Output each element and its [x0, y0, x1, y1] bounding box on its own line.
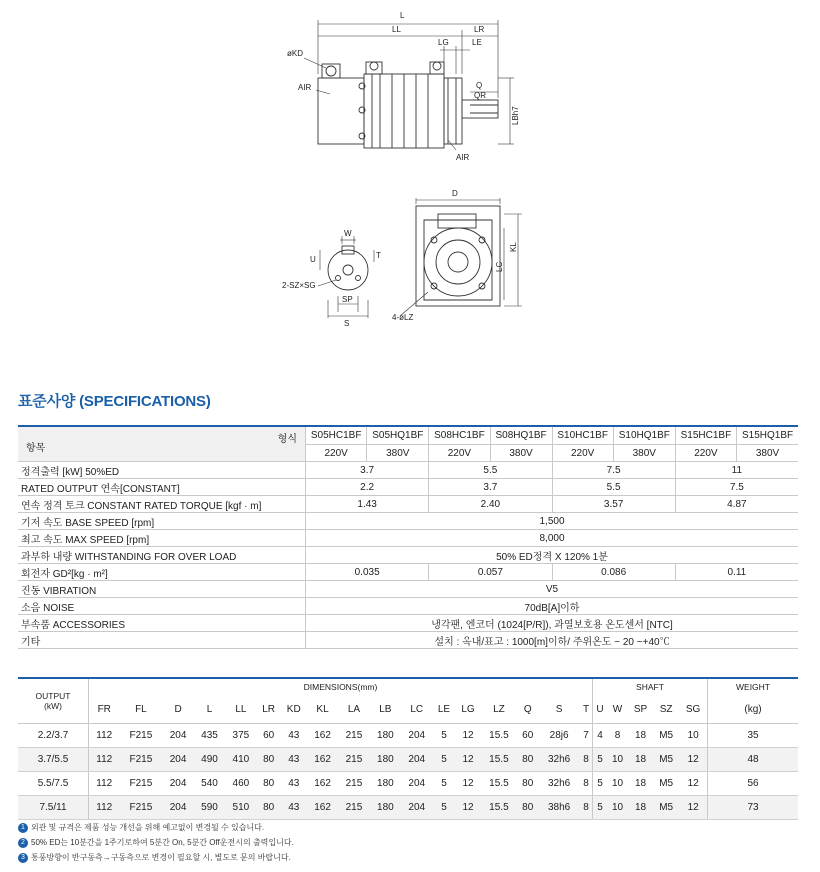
- spec-row: [18, 496, 798, 513]
- dim-value-cell: 204: [162, 748, 193, 772]
- spec-value: 설치 : 옥내/표고 : 1000[m]이하/ 주위온도 − 20 ~+40℃: [306, 632, 799, 649]
- dim-value-cell: 204: [162, 796, 193, 820]
- dim-value-cell: 5: [432, 748, 455, 772]
- spec-value: V5: [306, 581, 799, 598]
- voltage-cell: 220V: [675, 445, 736, 462]
- dim-col-header: KL: [307, 695, 338, 724]
- dim-label-KD: øKD: [287, 49, 303, 58]
- dimensions-table: [18, 677, 798, 820]
- spec-value: 5.5: [429, 462, 552, 479]
- dim-value-cell: 204: [401, 748, 432, 772]
- voltage-cell: 380V: [613, 445, 675, 462]
- voltage-cell: 220V: [306, 445, 367, 462]
- spec-row: [18, 462, 798, 479]
- motor-dimension-drawing: [0, 0, 820, 370]
- dim-label-LZ: 4-øLZ: [392, 313, 414, 322]
- dim-value-cell: 375: [225, 724, 256, 748]
- dim-value-cell: 112: [89, 772, 120, 796]
- shaft-value-cell: 12: [679, 748, 707, 772]
- spec-value: 4.87: [675, 496, 798, 513]
- shaft-col-header: W: [607, 695, 628, 724]
- footnote-text: 통풍방향이 반구동측→구동측으로 변경이 필요할 시, 별도로 문의 바랍니다.: [31, 853, 291, 862]
- spec-value: 50% ED정격 X 120% 1분: [306, 547, 799, 564]
- dim-col-header: LR: [257, 695, 281, 724]
- shaft-value-cell: 18: [628, 772, 653, 796]
- spec-row-label: 정격출력 [kW] 50%ED: [18, 462, 306, 479]
- dim-label-D: D: [452, 189, 458, 198]
- dim-value-cell: 5: [432, 724, 455, 748]
- dim-label-LR: LR: [474, 25, 485, 34]
- voltage-cell: 380V: [367, 445, 429, 462]
- dim-value-cell: 204: [401, 724, 432, 748]
- footnote: [18, 835, 294, 850]
- output-header-label: OUTPUT: [35, 691, 71, 701]
- dim-value-cell: 112: [89, 748, 120, 772]
- air-label-outlet: AIR: [456, 153, 470, 162]
- footnote-number: 3: [18, 853, 28, 863]
- dim-value-cell: 80: [517, 796, 538, 820]
- dim-value-cell: 8: [580, 748, 592, 772]
- spec-row: [18, 598, 798, 615]
- output-cell: 7.5/11: [18, 796, 89, 820]
- shaft-col-header: U: [592, 695, 607, 724]
- dim-label-S: S: [344, 319, 350, 328]
- dimensions-header: DIMENSIONS(mm): [89, 678, 593, 695]
- dim-label-KL: KL: [509, 242, 518, 252]
- shaft-col-header: SZ: [653, 695, 679, 724]
- shaft-value-cell: 18: [628, 724, 653, 748]
- spec-value: 0.035: [306, 564, 429, 581]
- dim-value-cell: 43: [281, 796, 307, 820]
- section-title: 표준사양 (SPECIFICATIONS): [18, 393, 211, 410]
- shaft-col-header: SP: [628, 695, 653, 724]
- dim-col-header: LA: [338, 695, 369, 724]
- spec-value: 0.11: [675, 564, 798, 581]
- dim-value-cell: 510: [225, 796, 256, 820]
- dim-label-LE: LE: [472, 38, 482, 47]
- weight-cell: 56: [708, 772, 799, 796]
- model-cell: S10HC1BF: [552, 426, 613, 445]
- dim-col-header: LB: [370, 695, 401, 724]
- dimension-row: [18, 724, 798, 748]
- weight-header: WEIGHT: [708, 678, 799, 695]
- dim-label-QR: QR: [474, 91, 486, 100]
- dimension-row: [18, 796, 798, 820]
- dim-value-cell: 8: [580, 772, 592, 796]
- dim-col-header: FL: [119, 695, 162, 724]
- dim-value-cell: 38h6: [538, 796, 580, 820]
- model-cell: S10HQ1BF: [613, 426, 675, 445]
- weight-cell: 73: [708, 796, 799, 820]
- spec-value: 1,500: [306, 513, 799, 530]
- dim-col-header: S: [538, 695, 580, 724]
- shaft-value-cell: M5: [653, 724, 679, 748]
- dim-value-cell: 12: [455, 748, 480, 772]
- voltage-cell: 220V: [552, 445, 613, 462]
- dim-value-cell: 15.5: [481, 796, 518, 820]
- dim-value-cell: 180: [370, 796, 401, 820]
- shaft-value-cell: 12: [679, 772, 707, 796]
- dim-col-header: LE: [432, 695, 455, 724]
- dim-value-cell: F215: [119, 796, 162, 820]
- spec-value: 7.5: [552, 462, 675, 479]
- output-header-unit: (kW): [44, 701, 62, 711]
- spec-value: 1.43: [306, 496, 429, 513]
- dim-label-LL: LL: [392, 25, 401, 34]
- spec-row-label: 과부하 내량 WITHSTANDING FOR OVER LOAD: [18, 547, 306, 564]
- dim-label-SP: SP: [342, 295, 353, 304]
- flange-outline: [416, 206, 500, 306]
- spec-value: 3.7: [306, 462, 429, 479]
- dim-col-header: LZ: [481, 695, 518, 724]
- dim-value-cell: 215: [338, 772, 369, 796]
- dim-value-cell: 410: [225, 748, 256, 772]
- dim-label-U: U: [310, 255, 316, 264]
- dim-value-cell: 15.5: [481, 772, 518, 796]
- spec-value: 0.057: [429, 564, 552, 581]
- spec-value: 7.5: [675, 479, 798, 496]
- dim-value-cell: 32h6: [538, 748, 580, 772]
- dim-value-cell: 12: [455, 796, 480, 820]
- dim-value-cell: 15.5: [481, 748, 518, 772]
- shaft-value-cell: 18: [628, 748, 653, 772]
- dim-value-cell: 15.5: [481, 724, 518, 748]
- spec-value: 3.7: [429, 479, 552, 496]
- dim-value-cell: 215: [338, 796, 369, 820]
- flange-circle: [424, 228, 492, 296]
- dim-value-cell: 180: [370, 724, 401, 748]
- dimension-row: [18, 748, 798, 772]
- spec-row-label: 소음 NOISE: [18, 598, 306, 615]
- dim-value-cell: 162: [307, 796, 338, 820]
- weight-cell: 48: [708, 748, 799, 772]
- footnote-text: 50% ED는 10분간을 1주기로하여 5분간 On, 5분간 Off운전시의 출력입니다.: [31, 838, 294, 847]
- dim-col-header: L: [194, 695, 225, 724]
- dim-value-cell: 162: [307, 724, 338, 748]
- spec-value: 11: [675, 462, 798, 479]
- dim-label-T: T: [376, 251, 381, 260]
- shaft-value-cell: 5: [592, 796, 607, 820]
- dim-value-cell: 80: [517, 748, 538, 772]
- shaft-value-cell: 10: [679, 724, 707, 748]
- dim-value-cell: 215: [338, 748, 369, 772]
- shaft-value-cell: M5: [653, 748, 679, 772]
- dim-value-cell: 215: [338, 724, 369, 748]
- spec-row: [18, 581, 798, 598]
- dim-value-cell: 80: [257, 796, 281, 820]
- dim-label-LBh7: LBh7: [511, 106, 520, 125]
- dim-col-header: LL: [225, 695, 256, 724]
- spec-row-label: 연속 정격 토크 CONSTANT RATED TORQUE [kgf · m]: [18, 496, 306, 513]
- spec-header-cell: [18, 426, 306, 462]
- voltage-cell: 220V: [429, 445, 490, 462]
- shaft-end-circle: [328, 250, 368, 290]
- dim-value-cell: 112: [89, 796, 120, 820]
- dim-value-cell: 5: [432, 772, 455, 796]
- footnote: [18, 820, 294, 835]
- model-cell: S15HC1BF: [675, 426, 736, 445]
- dim-value-cell: 8: [580, 796, 592, 820]
- spec-row: [18, 547, 798, 564]
- spec-row-label: 진동 VIBRATION: [18, 581, 306, 598]
- model-cell: S05HC1BF: [306, 426, 367, 445]
- model-cell: S08HQ1BF: [490, 426, 552, 445]
- dim-value-cell: 490: [194, 748, 225, 772]
- dim-value-cell: 43: [281, 724, 307, 748]
- dim-col-header: KD: [281, 695, 307, 724]
- dim-value-cell: 32h6: [538, 772, 580, 796]
- voltage-cell: 380V: [490, 445, 552, 462]
- spec-value: 5.5: [552, 479, 675, 496]
- footnote-text: 외관 및 규격은 제품 성능 개선을 위해 예고없이 변경될 수 있습니다.: [31, 823, 265, 832]
- dim-col-header: D: [162, 695, 193, 724]
- dim-value-cell: F215: [119, 724, 162, 748]
- dim-value-cell: 204: [401, 772, 432, 796]
- spec-row-label: 기타: [18, 632, 306, 649]
- rear-cover: [318, 78, 364, 144]
- dim-value-cell: 460: [225, 772, 256, 796]
- spec-value: 3.57: [552, 496, 675, 513]
- spec-row-label: 부속품 ACCESSORIES: [18, 615, 306, 632]
- dim-value-cell: 112: [89, 724, 120, 748]
- spec-value: 2.2: [306, 479, 429, 496]
- dim-value-cell: 12: [455, 724, 480, 748]
- spec-value: 8,000: [306, 530, 799, 547]
- spec-type-label: 형식: [277, 434, 297, 445]
- spec-item-label: 항목: [26, 443, 46, 454]
- front-flange: [444, 78, 462, 144]
- output-header: [18, 678, 89, 724]
- dim-value-cell: 180: [370, 748, 401, 772]
- weight-cell: 35: [708, 724, 799, 748]
- spec-row-label: RATED OUTPUT 연속[CONSTANT]: [18, 479, 306, 496]
- spec-value: 2.40: [429, 496, 552, 513]
- dim-value-cell: 204: [162, 724, 193, 748]
- shaft-value-cell: 5: [592, 748, 607, 772]
- dim-label-LG: LG: [438, 38, 449, 47]
- footnote-number: 2: [18, 838, 28, 848]
- footnote: [18, 850, 294, 865]
- dim-label-W: W: [344, 229, 352, 238]
- dim-value-cell: 80: [257, 772, 281, 796]
- spec-row: [18, 615, 798, 632]
- spec-row: [18, 479, 798, 496]
- model-cell: S15HQ1BF: [737, 426, 798, 445]
- dim-value-cell: 435: [194, 724, 225, 748]
- dim-label-SZSG: 2-SZ×SG: [282, 281, 316, 290]
- dim-col-header: Q: [517, 695, 538, 724]
- dim-value-cell: 43: [281, 748, 307, 772]
- dimension-row: [18, 772, 798, 796]
- shaft-value-cell: M5: [653, 796, 679, 820]
- dim-value-cell: 180: [370, 772, 401, 796]
- shaft-value-cell: 4: [592, 724, 607, 748]
- shaft-value-cell: 5: [592, 772, 607, 796]
- output-cell: 3.7/5.5: [18, 748, 89, 772]
- shaft-value-cell: 10: [607, 796, 628, 820]
- dim-value-cell: 162: [307, 772, 338, 796]
- spec-row: [18, 513, 798, 530]
- dim-value-cell: 5: [432, 796, 455, 820]
- shaft-value-cell: 8: [607, 724, 628, 748]
- spec-row: [18, 530, 798, 547]
- spec-row: [18, 564, 798, 581]
- dim-value-cell: 204: [401, 796, 432, 820]
- dim-col-header: LG: [455, 695, 480, 724]
- dim-value-cell: 7: [580, 724, 592, 748]
- dim-value-cell: 540: [194, 772, 225, 796]
- dim-col-header: T: [580, 695, 592, 724]
- footnotes: [18, 820, 294, 865]
- dim-value-cell: 60: [257, 724, 281, 748]
- shaft-value-cell: 10: [607, 748, 628, 772]
- dim-value-cell: 590: [194, 796, 225, 820]
- shaft-value-cell: 10: [607, 772, 628, 796]
- dim-value-cell: F215: [119, 772, 162, 796]
- dim-value-cell: 80: [257, 748, 281, 772]
- shaft-col-header: SG: [679, 695, 707, 724]
- spec-row-label: 회전자 GD²[kg · m²]: [18, 564, 306, 581]
- air-label-inlet: AIR: [298, 83, 312, 92]
- spec-value: 0.086: [552, 564, 675, 581]
- footnote-number: 1: [18, 823, 28, 833]
- dim-label-L: L: [400, 11, 405, 20]
- shaft: [462, 100, 498, 118]
- shaft-value-cell: M5: [653, 772, 679, 796]
- shaft-value-cell: 18: [628, 796, 653, 820]
- shaft-value-cell: 12: [679, 796, 707, 820]
- voltage-cell: 380V: [737, 445, 798, 462]
- dim-col-header: FR: [89, 695, 120, 724]
- dim-col-header: LC: [401, 695, 432, 724]
- dim-value-cell: 80: [517, 772, 538, 796]
- shaft-header: SHAFT: [592, 678, 707, 695]
- weight-unit: (kg): [708, 695, 799, 724]
- spec-row: [18, 632, 798, 649]
- model-cell: S05HQ1BF: [367, 426, 429, 445]
- spec-value: 70dB[A]이하: [306, 598, 799, 615]
- dim-value-cell: 28j6: [538, 724, 580, 748]
- specifications-table: [18, 425, 798, 649]
- spec-row-label: 기저 속도 BASE SPEED [rpm]: [18, 513, 306, 530]
- output-cell: 5.5/7.5: [18, 772, 89, 796]
- model-cell: S08HC1BF: [429, 426, 490, 445]
- spec-row-label: 최고 속도 MAX SPEED [rpm]: [18, 530, 306, 547]
- dim-value-cell: 60: [517, 724, 538, 748]
- output-cell: 2.2/3.7: [18, 724, 89, 748]
- dim-value-cell: 43: [281, 772, 307, 796]
- spec-value: 냉각팬, 엔코더 (1024[P/R]), 과열보호용 온도센서 [NTC]: [306, 615, 799, 632]
- dim-label-Q: Q: [476, 81, 483, 90]
- dim-value-cell: 162: [307, 748, 338, 772]
- dim-value-cell: 12: [455, 772, 480, 796]
- dim-label-LC: LC: [495, 261, 504, 272]
- dim-value-cell: F215: [119, 748, 162, 772]
- dim-value-cell: 204: [162, 772, 193, 796]
